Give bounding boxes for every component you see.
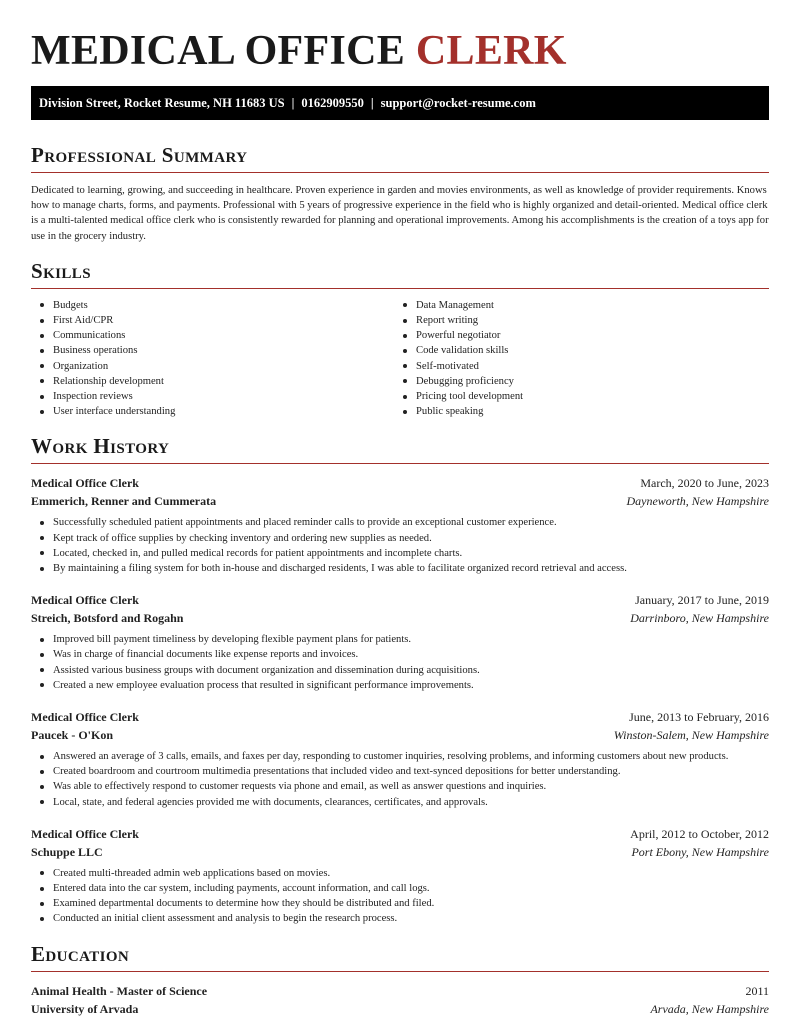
job-location: Dayneworth, New Hampshire — [626, 494, 769, 509]
education-year: 2011 — [745, 983, 769, 998]
job-bullet: By maintaining a filing system for both in-house and discharged residents, I was able to facilitate organized record retrieval and access. — [31, 561, 769, 576]
education-school-row — [31, 1000, 769, 1018]
skill-item: Code validation skills — [394, 343, 757, 358]
job-bullet: Located, checked in, and pulled medical records for patient appointments and incomplete charts. — [31, 546, 769, 561]
job-bullet: Successfully scheduled patient appointments and placed reminder calls to provide an exceptional customer experience. — [31, 515, 769, 530]
resume-name — [31, 0, 769, 74]
job-bullet: Conducted an initial client assessment and analysis to begin the research process. — [31, 911, 769, 926]
job-bullet: Local, state, and federal agencies provided me with documents, clearances, certificates, and approvals. — [31, 795, 769, 810]
job-bullet: Kept track of office supplies by checking inventory and ordering new supplies as needed. — [31, 531, 769, 546]
summary-heading: Professional Summary — [31, 143, 248, 167]
contact-bar — [31, 86, 769, 120]
skill-item: Relationship development — [31, 374, 394, 389]
job-bullet: Entered data into the car system, including payments, account information, and call logs. — [31, 881, 769, 896]
skill-item: Data Management — [394, 298, 757, 313]
skills-heading: Skills — [31, 258, 91, 283]
job-title: Medical Office Clerk — [31, 593, 139, 608]
skill-item: Report writing — [394, 313, 757, 328]
job-entry — [31, 708, 769, 810]
skills-section — [31, 258, 769, 420]
skill-item: Budgets — [31, 298, 394, 313]
job-company-row — [31, 609, 769, 627]
job-header-row — [31, 474, 769, 492]
skill-item: Organization — [31, 359, 394, 374]
summary-section — [31, 142, 769, 244]
job-dates: June, 2013 to February, 2016 — [629, 710, 769, 725]
job-company-row — [31, 726, 769, 744]
education-degree: Animal Health - Master of Science — [31, 983, 208, 998]
job-company: Schuppe LLC — [31, 844, 103, 859]
skill-item: Business operations — [31, 343, 394, 358]
education-school: University of Arvada — [31, 1001, 139, 1016]
skill-item: Public speaking — [394, 404, 757, 419]
job-bullet: Created a new employee evaluation process that resulted in significant performance improvements. — [31, 678, 769, 693]
skills-columns — [31, 298, 769, 420]
job-header-row — [31, 708, 769, 726]
contact-phone: 0162909550 — [301, 96, 364, 110]
skills-right-list — [394, 298, 757, 420]
education-entry — [31, 982, 769, 1018]
summary-text: Dedicated to learning, growing, and succeeding in healthcare. Proven experience in garden and movies environments, as well as knowledge of provider requirements. Knows how to manage charts, forms, and payments. Professional with 5 years of progressive experience in the field who is highly organized and detail-oriented. Medical office clerk is a multi-talented medical office clerk who is consistently rewarded for planning and operational improvements. Among his accomplishments is the creation of a toys app for use in the grocery industry. — [31, 185, 769, 242]
job-header-row — [31, 825, 769, 843]
skill-item: Powerful negotiator — [394, 328, 757, 343]
job-bullet: Was able to effectively respond to customer requests via phone and email, as well as answer questions and inquiries. — [31, 779, 769, 794]
job-bullets — [31, 515, 769, 576]
job-location: Winston-Salem, New Hampshire — [613, 728, 769, 743]
job-company-row — [31, 492, 769, 510]
education-location: Arvada, New Hampshire — [650, 1001, 769, 1016]
job-bullet: Improved bill payment timeliness by developing flexible payment plans for patients. — [31, 632, 769, 647]
resume-page — [31, 0, 769, 1018]
job-bullet: Assisted various business groups with document organization and dissemination during acquisitions. — [31, 663, 769, 678]
job-dates: April, 2012 to October, 2012 — [630, 826, 769, 841]
skill-item: Communications — [31, 328, 394, 343]
skill-item: First Aid/CPR — [31, 313, 394, 328]
job-bullets — [31, 632, 769, 693]
job-bullet: Created boardroom and courtroom multimedia presentations that included video and text-synced depositions for better understanding. — [31, 764, 769, 779]
job-title: Medical Office Clerk — [31, 710, 139, 725]
name-primary: MEDICAL OFFICE — [31, 28, 406, 74]
job-title: Medical Office Clerk — [31, 826, 139, 841]
job-company: Emmerich, Renner and Cummerata — [31, 494, 217, 509]
section-divider — [31, 463, 769, 464]
job-header-row — [31, 591, 769, 609]
job-entry — [31, 474, 769, 576]
section-divider — [31, 172, 769, 173]
job-bullet: Was in charge of financial documents like expense reports and invoices. — [31, 647, 769, 662]
job-bullets — [31, 866, 769, 927]
job-bullet: Answered an average of 3 calls, emails, and faxes per day, responding to customer inquiries, resolving problems, and informing customers about new products. — [31, 749, 769, 764]
job-title: Medical Office Clerk — [31, 476, 139, 491]
job-entry — [31, 825, 769, 927]
work-history-heading: Work History — [31, 434, 170, 459]
education-heading: Education — [31, 941, 130, 966]
job-dates: January, 2017 to June, 2019 — [635, 593, 769, 608]
name-accent: CLERK — [415, 28, 567, 74]
skills-left-list — [31, 298, 394, 420]
job-bullet: Examined departmental documents to determine how they should be distributed and filed. — [31, 896, 769, 911]
job-bullet: Created multi-threaded admin web applications based on movies. — [31, 866, 769, 881]
section-divider — [31, 288, 769, 289]
contact-address: Division Street, Rocket Resume, NH 11683 US — [39, 96, 285, 110]
job-dates: March, 2020 to June, 2023 — [640, 476, 769, 491]
skill-item: Pricing tool development — [394, 389, 757, 404]
contact-separator: | — [370, 96, 374, 110]
job-location: Port Ebony, New Hampshire — [631, 844, 769, 859]
job-location: Darrinboro, New Hampshire — [630, 611, 769, 626]
job-company-row — [31, 843, 769, 861]
job-company: Paucek - O'Kon — [31, 728, 114, 743]
job-company: Streich, Botsford and Rogahn — [31, 611, 184, 626]
skill-item: Self-motivated — [394, 359, 757, 374]
contact-separator: | — [291, 96, 295, 110]
education-header-row — [31, 982, 769, 1000]
job-entry — [31, 591, 769, 693]
contact-email[interactable]: support@rocket-resume.com — [380, 96, 536, 110]
education-section — [31, 941, 769, 1018]
job-bullets — [31, 749, 769, 810]
skill-item: Inspection reviews — [31, 389, 394, 404]
work-history-section — [31, 433, 769, 926]
skill-item: User interface understanding — [31, 404, 394, 419]
skill-item: Debugging proficiency — [394, 374, 757, 389]
section-divider — [31, 971, 769, 972]
